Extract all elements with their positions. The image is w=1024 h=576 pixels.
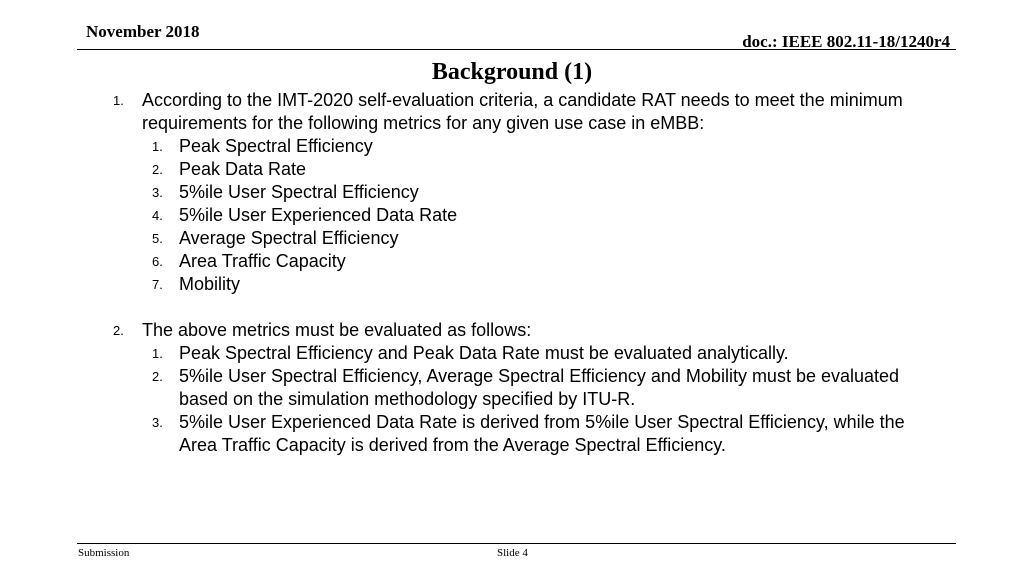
list-item-text: requirements for the following metrics for any given use case in eMBB: (142, 113, 705, 133)
list-item-number: 1. (113, 93, 124, 108)
sublist-item-text: 5%ile User Experienced Data Rate is derived from 5%ile User Spectral Efficiency, while the (179, 412, 905, 432)
sublist-item-number: 2. (152, 162, 163, 177)
sublist-item-text: Peak Spectral Efficiency (179, 136, 373, 156)
sublist-item-number: 3. (152, 415, 163, 430)
footer-rule (77, 543, 956, 544)
sublist-item-text: 5%ile User Spectral Efficiency, Average Spectral Efficiency and Mobility must be evaluated (179, 366, 900, 386)
sublist-item-text: Average Spectral Efficiency (179, 228, 399, 248)
list-item-number: 2. (113, 323, 124, 338)
footer-slide-number: Slide 4 (497, 547, 528, 559)
sublist-item-number: 5. (152, 231, 163, 246)
sublist-item-text: 5%ile User Spectral Efficiency (179, 182, 419, 202)
list-item-text: According to the IMT-2020 self-evaluation criteria, a candidate RAT needs to meet the minimum (142, 90, 903, 110)
sublist-item-number: 1. (152, 346, 163, 361)
header-rule (77, 49, 956, 50)
sublist-item-text: Peak Spectral Efficiency and Peak Data Rate must be evaluated analytically. (179, 343, 789, 363)
footer-submission: Submission (78, 547, 130, 559)
sublist-item-text: 5%ile User Experienced Data Rate (179, 205, 458, 225)
sublist-item-text: Area Traffic Capacity is derived from the Average Spectral Efficiency. (179, 435, 726, 455)
sublist-item-number: 1. (152, 139, 163, 154)
sublist-item-number: 4. (152, 208, 163, 223)
sublist-item-number: 2. (152, 369, 163, 384)
list-item-text: The above metrics must be evaluated as follows: (142, 320, 532, 340)
sublist-item-text: Mobility (179, 274, 241, 294)
sublist-item-text: based on the simulation methodology specified by ITU-R. (179, 389, 636, 409)
sublist-item-text: Area Traffic Capacity (179, 251, 346, 271)
header-date: November 2018 (86, 22, 200, 41)
slide-title: Background (1) (431, 59, 593, 85)
sublist-item-number: 3. (152, 185, 163, 200)
sublist-item-number: 7. (152, 277, 163, 292)
header-doc-id: doc.: IEEE 802.11-18/1240r4 (742, 32, 950, 51)
sublist-item-number: 6. (152, 254, 163, 269)
sublist-item-text: Peak Data Rate (179, 159, 307, 179)
